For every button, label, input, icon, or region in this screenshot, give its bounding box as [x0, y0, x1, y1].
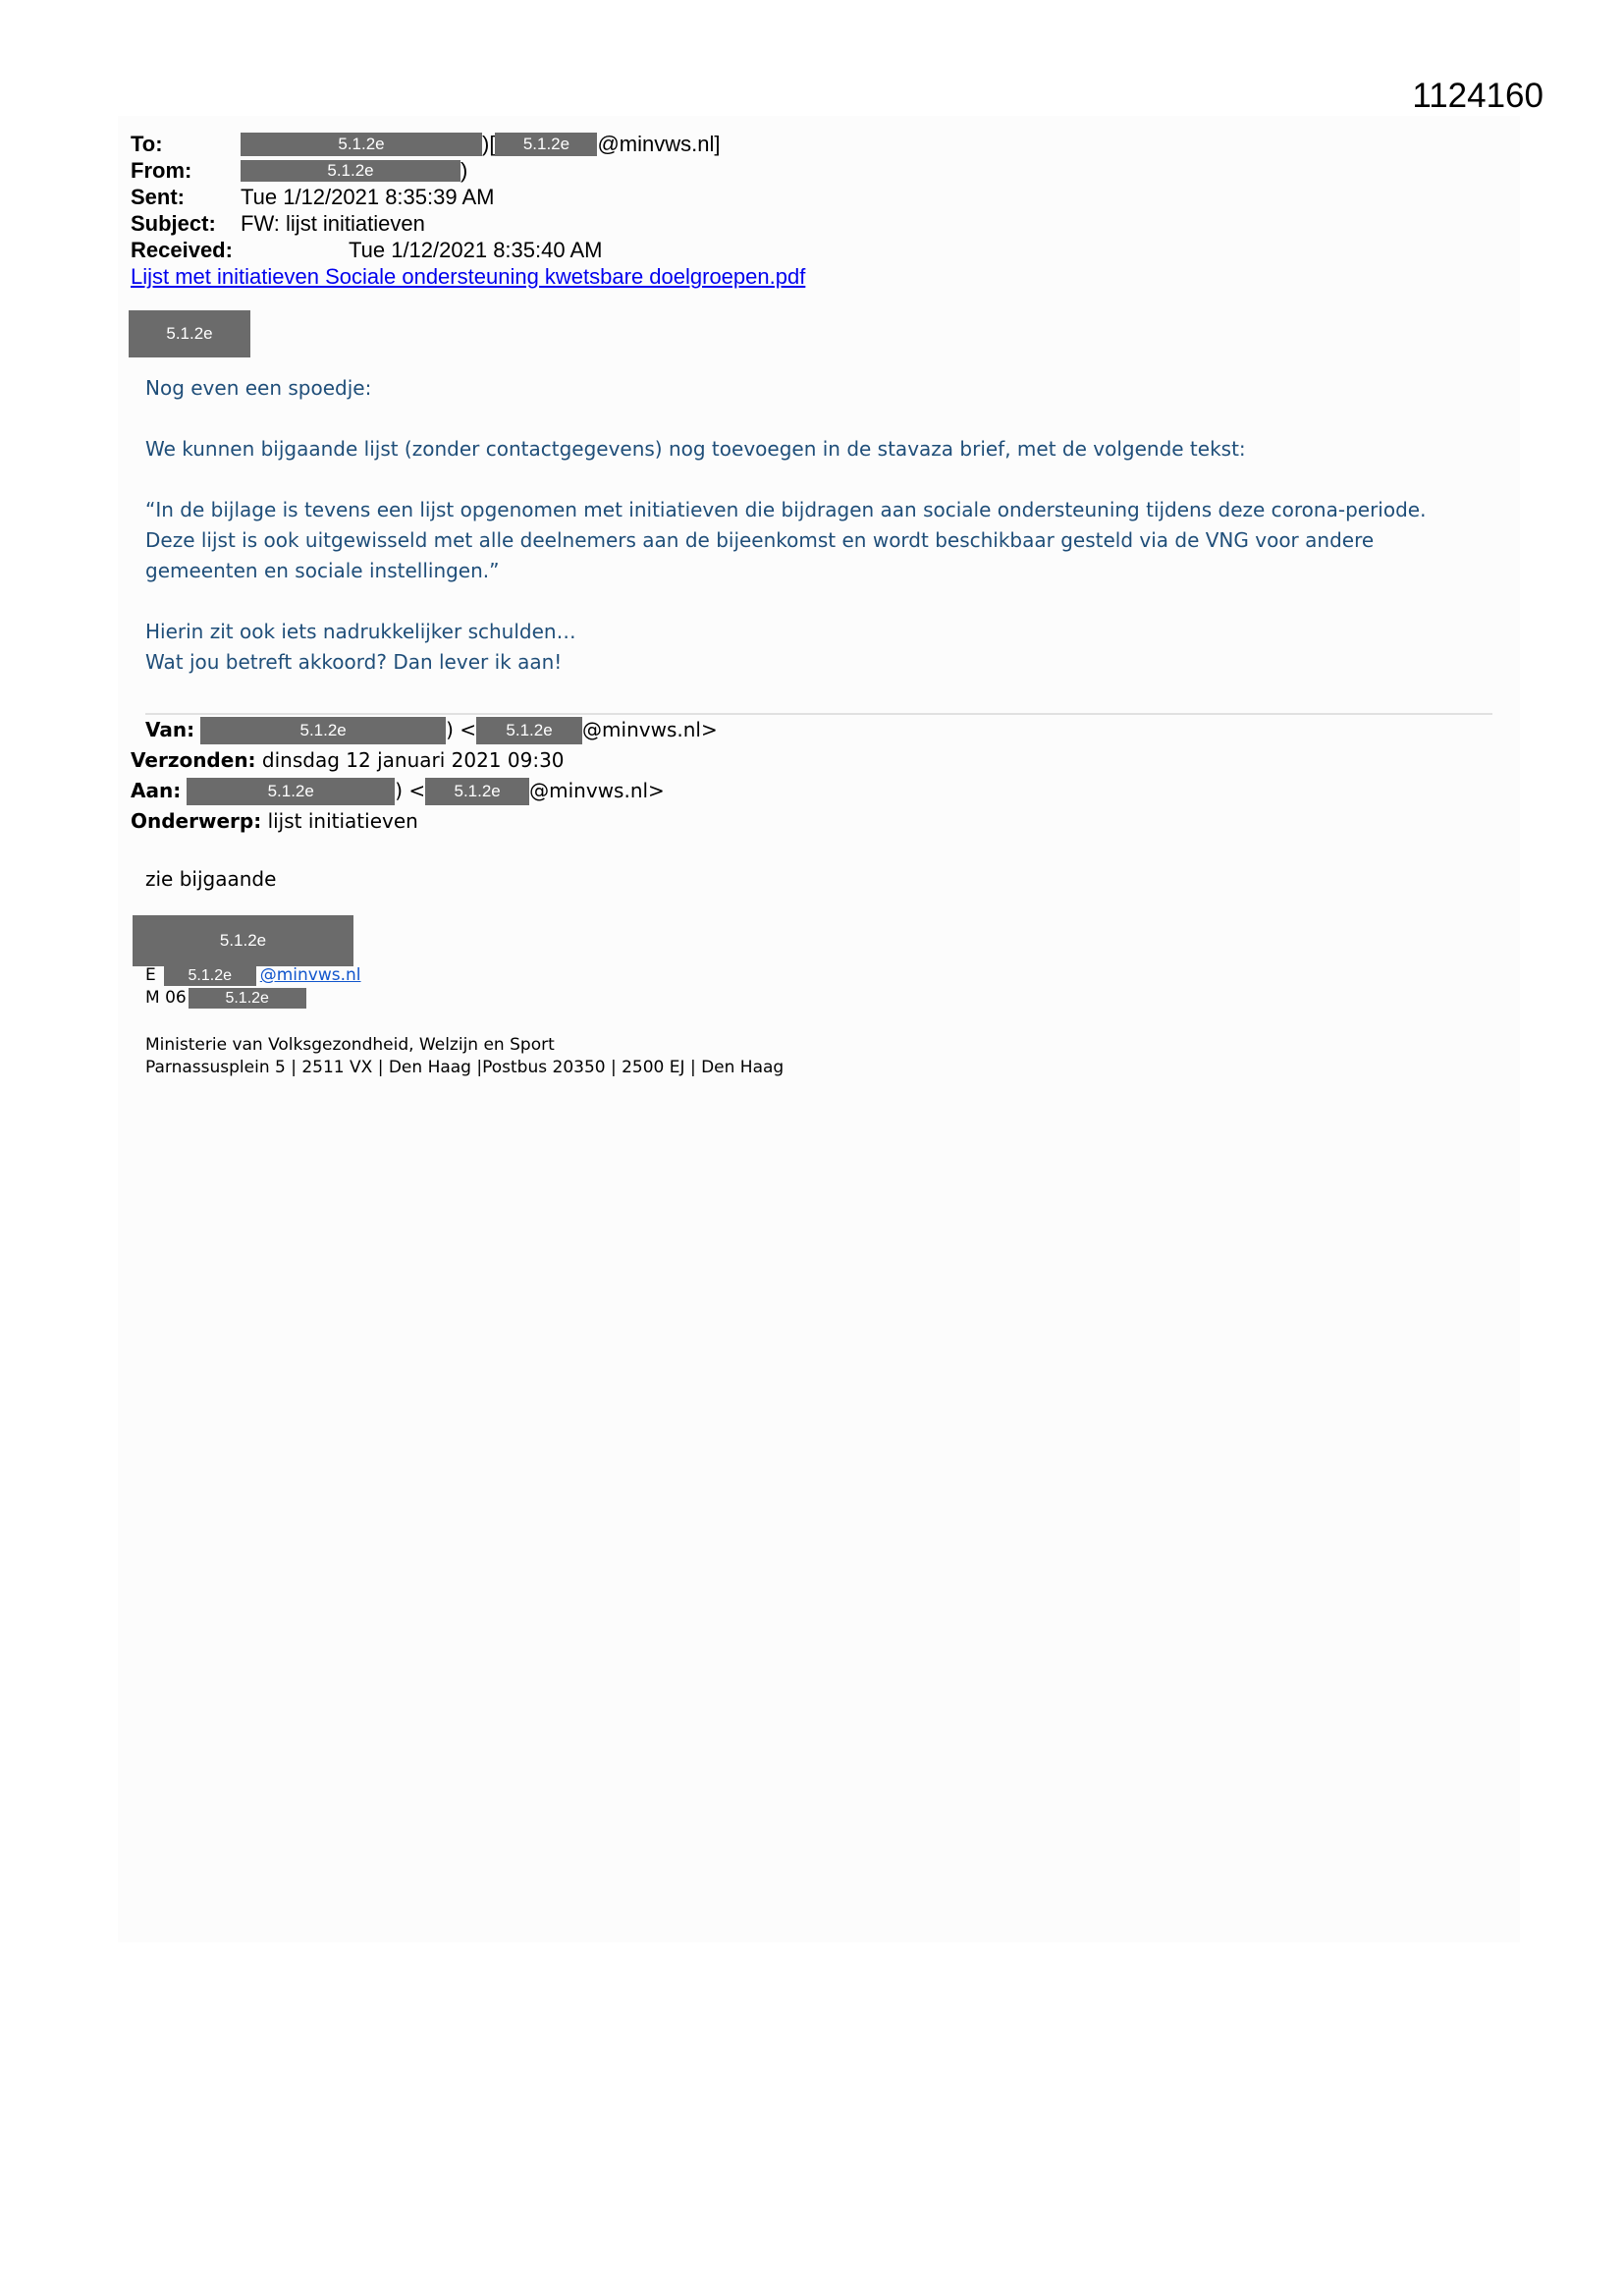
verzonden-value: dinsdag 12 januari 2021 09:30 [261, 748, 565, 772]
redaction-block: 5.1.2e [164, 965, 256, 986]
redaction-block: 5.1.2e [187, 778, 395, 805]
signature-contact [145, 964, 361, 1010]
sent-label: Sent: [131, 185, 185, 209]
ministry-address-line: Parnassusplein 5 | 2511 VX | Den Haag |Postbus 20350 | 2500 EJ | Den Haag [145, 1058, 785, 1077]
signature-name-redaction: 5.1.2e [133, 915, 353, 966]
aan-row [131, 776, 718, 806]
subject-value: FW: lijst initiatieven [241, 211, 425, 236]
ministry-name: Ministerie van Volksgezondheid, Welzijn en Sport [145, 1035, 555, 1055]
aan-label: Aan: [131, 779, 182, 802]
forwarded-header [131, 715, 718, 837]
redaction-block: 5.1.2e [241, 160, 460, 182]
redaction-block: 5.1.2e [495, 133, 597, 156]
sent-row [131, 184, 805, 210]
message-line: Hierin zit ook iets nadrukkelijker schulden… [145, 620, 576, 643]
from-row [131, 157, 805, 184]
mobile-label: M 06 [145, 988, 187, 1008]
email-label: E [145, 965, 156, 985]
onderwerp-value: lijst initiatieven [267, 809, 418, 833]
quoted-text: Deze lijst is ook uitgewisseld met alle deelnemers aan de bijeenkomst en wordt beschikbaar gesteld via de VNG voor andere [145, 528, 1375, 552]
quoted-text: gemeenten en sociale instellingen.” [145, 559, 500, 582]
email-link[interactable]: @minvws.nl [259, 965, 361, 985]
subject-label: Subject: [131, 211, 216, 236]
quoted-text: “In de bijlage is tevens een lijst opgenomen met initiatieven die bijdragen aan sociale ondersteuning tijdens deze corona-periode. [145, 498, 1427, 521]
greeting-redaction: 5.1.2e [129, 310, 250, 357]
redaction-block: 5.1.2e [200, 717, 446, 744]
aan-domain: @minvws.nl> [529, 779, 665, 802]
forwarded-body: zie bijgaande [145, 867, 277, 891]
aan-separator: ) < [395, 779, 426, 802]
mobile-row [145, 987, 361, 1010]
attachment-link[interactable]: Lijst met initiatieven Sociale ondersteuning kwetsbare doelgroepen.pdf [131, 264, 806, 289]
document-number: 1124160 [1412, 77, 1543, 115]
van-row [131, 715, 718, 745]
sent-value: Tue 1/12/2021 8:35:39 AM [241, 185, 495, 209]
attachment-row [131, 263, 805, 290]
onderwerp-label: Onderwerp: [131, 809, 262, 833]
to-domain: @minvws.nl] [597, 132, 721, 156]
ministry-address [145, 1034, 784, 1079]
received-row [131, 237, 805, 263]
received-value: Tue 1/12/2021 8:35:40 AM [349, 238, 603, 262]
email-row [145, 964, 361, 987]
message-line: Nog even een spoedje: [145, 376, 372, 400]
message-line: Wat jou betreft akkoord? Dan lever ik aan! [145, 650, 563, 674]
redaction-block: 5.1.2e [189, 988, 306, 1009]
redaction-block: 5.1.2e [425, 778, 529, 805]
van-label: Van: [145, 718, 195, 741]
message-body [145, 373, 1520, 678]
message-line: We kunnen bijgaande lijst (zonder contactgegevens) nog toevoegen in de stavaza brief, met de volgende tekst: [145, 437, 1246, 461]
redaction-block: 5.1.2e [476, 717, 582, 744]
van-domain: @minvws.nl> [582, 718, 718, 741]
subject-row [131, 210, 805, 237]
email-header [131, 131, 805, 290]
onderwerp-row [131, 806, 718, 837]
verzonden-row [131, 745, 718, 776]
from-label: From: [131, 158, 192, 183]
van-separator: ) < [446, 718, 477, 741]
redaction-block: 5.1.2e [241, 133, 482, 156]
to-label: To: [131, 132, 163, 156]
from-separator: ) [460, 158, 468, 183]
to-separator: )[ [482, 132, 496, 156]
verzonden-label: Verzonden: [131, 748, 256, 772]
to-row [131, 131, 805, 157]
received-label: Received: [131, 238, 233, 262]
